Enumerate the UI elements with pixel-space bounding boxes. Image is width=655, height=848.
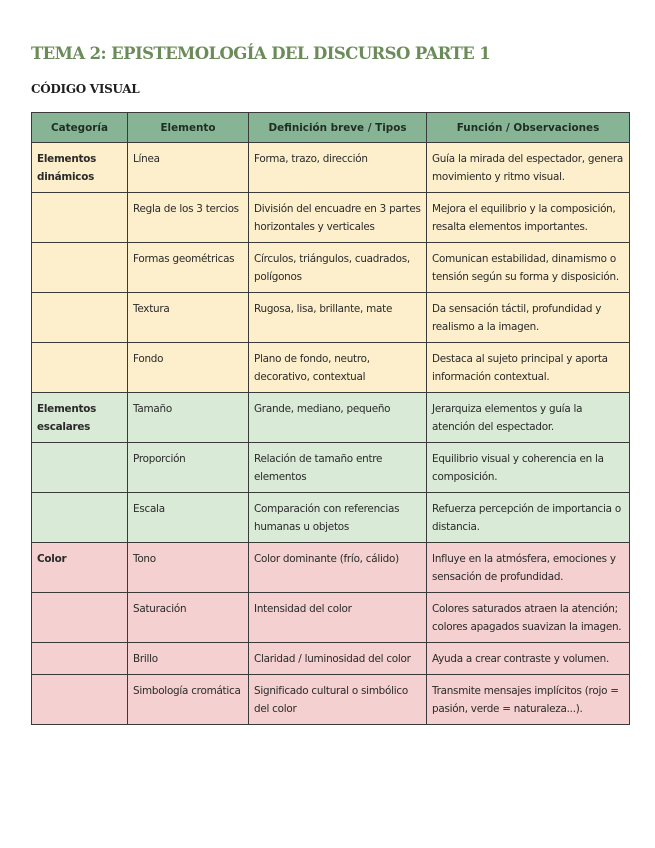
cell-definicion: Claridad / luminosidad del color [249, 643, 427, 675]
cell-funcion: Comunican estabilidad, dinamismo o tensión según su forma y disposición. [427, 243, 630, 293]
cell-definicion: Color dominante (frío, cálido) [249, 543, 427, 593]
table-row [32, 293, 630, 343]
cell-elemento: Escala [128, 493, 249, 543]
table-row [32, 443, 630, 493]
cell-categoria [32, 443, 128, 493]
cell-definicion: Significado cultural o simbólico del color [249, 675, 427, 725]
cell-categoria [32, 493, 128, 543]
table-header-row [32, 113, 630, 143]
cell-funcion: Transmite mensajes implícitos (rojo = pasión, verde = naturaleza...). [427, 675, 630, 725]
visual-code-table [31, 112, 630, 725]
cell-funcion: Influye en la atmósfera, emociones y sensación de profundidad. [427, 543, 630, 593]
cell-funcion: Refuerza percepción de importancia o distancia. [427, 493, 630, 543]
table-row [32, 543, 630, 593]
cell-elemento: Regla de los 3 tercios [128, 193, 249, 243]
table-row [32, 143, 630, 193]
cell-definicion: Círculos, triángulos, cuadrados, polígonos [249, 243, 427, 293]
table-row [32, 493, 630, 543]
table-body [32, 143, 630, 725]
cell-elemento: Saturación [128, 593, 249, 643]
cell-funcion: Guía la mirada del espectador, genera movimiento y ritmo visual. [427, 143, 630, 193]
cell-funcion: Ayuda a crear contraste y volumen. [427, 643, 630, 675]
cell-definicion: Plano de fondo, neutro, decorativo, contextual [249, 343, 427, 393]
cell-definicion: Grande, mediano, pequeño [249, 393, 427, 443]
document-title: TEMA 2: EPISTEMOLOGÍA DEL DISCURSO PARTE 1 [31, 44, 491, 63]
header-categoria: Categoría [32, 113, 128, 143]
cell-elemento: Textura [128, 293, 249, 343]
cell-categoria [32, 675, 128, 725]
cell-elemento: Línea [128, 143, 249, 193]
table-row [32, 643, 630, 675]
cell-categoria: Elementos escalares [32, 393, 128, 443]
table-row [32, 675, 630, 725]
cell-funcion: Da sensación táctil, profundidad y realismo a la imagen. [427, 293, 630, 343]
cell-categoria [32, 643, 128, 675]
cell-funcion: Equilibrio visual y coherencia en la composición. [427, 443, 630, 493]
cell-definicion: Intensidad del color [249, 593, 427, 643]
table-row [32, 593, 630, 643]
table-row [32, 193, 630, 243]
cell-funcion: Mejora el equilibrio y la composición, resalta elementos importantes. [427, 193, 630, 243]
cell-categoria [32, 243, 128, 293]
section-title: CÓDIGO VISUAL [31, 82, 140, 96]
cell-elemento: Tamaño [128, 393, 249, 443]
cell-elemento: Formas geométricas [128, 243, 249, 293]
cell-categoria [32, 193, 128, 243]
table-row [32, 243, 630, 293]
cell-categoria: Elementos dinámicos [32, 143, 128, 193]
cell-elemento: Proporción [128, 443, 249, 493]
cell-definicion: Forma, trazo, dirección [249, 143, 427, 193]
cell-elemento: Simbología cromática [128, 675, 249, 725]
cell-categoria [32, 293, 128, 343]
cell-categoria [32, 343, 128, 393]
header-elemento: Elemento [128, 113, 249, 143]
cell-definicion: Relación de tamaño entre elementos [249, 443, 427, 493]
cell-categoria [32, 593, 128, 643]
cell-funcion: Colores saturados atraen la atención; colores apagados suavizan la imagen. [427, 593, 630, 643]
cell-elemento: Tono [128, 543, 249, 593]
cell-definicion: División del encuadre en 3 partes horizontales y verticales [249, 193, 427, 243]
header-funcion: Función / Observaciones [427, 113, 630, 143]
table-row [32, 343, 630, 393]
header-definicion: Definición breve / Tipos [249, 113, 427, 143]
cell-categoria: Color [32, 543, 128, 593]
cell-definicion: Rugosa, lisa, brillante, mate [249, 293, 427, 343]
cell-elemento: Brillo [128, 643, 249, 675]
cell-elemento: Fondo [128, 343, 249, 393]
cell-funcion: Jerarquiza elementos y guía la atención del espectador. [427, 393, 630, 443]
cell-definicion: Comparación con referencias humanas u objetos [249, 493, 427, 543]
table-row [32, 393, 630, 443]
cell-funcion: Destaca al sujeto principal y aporta información contextual. [427, 343, 630, 393]
